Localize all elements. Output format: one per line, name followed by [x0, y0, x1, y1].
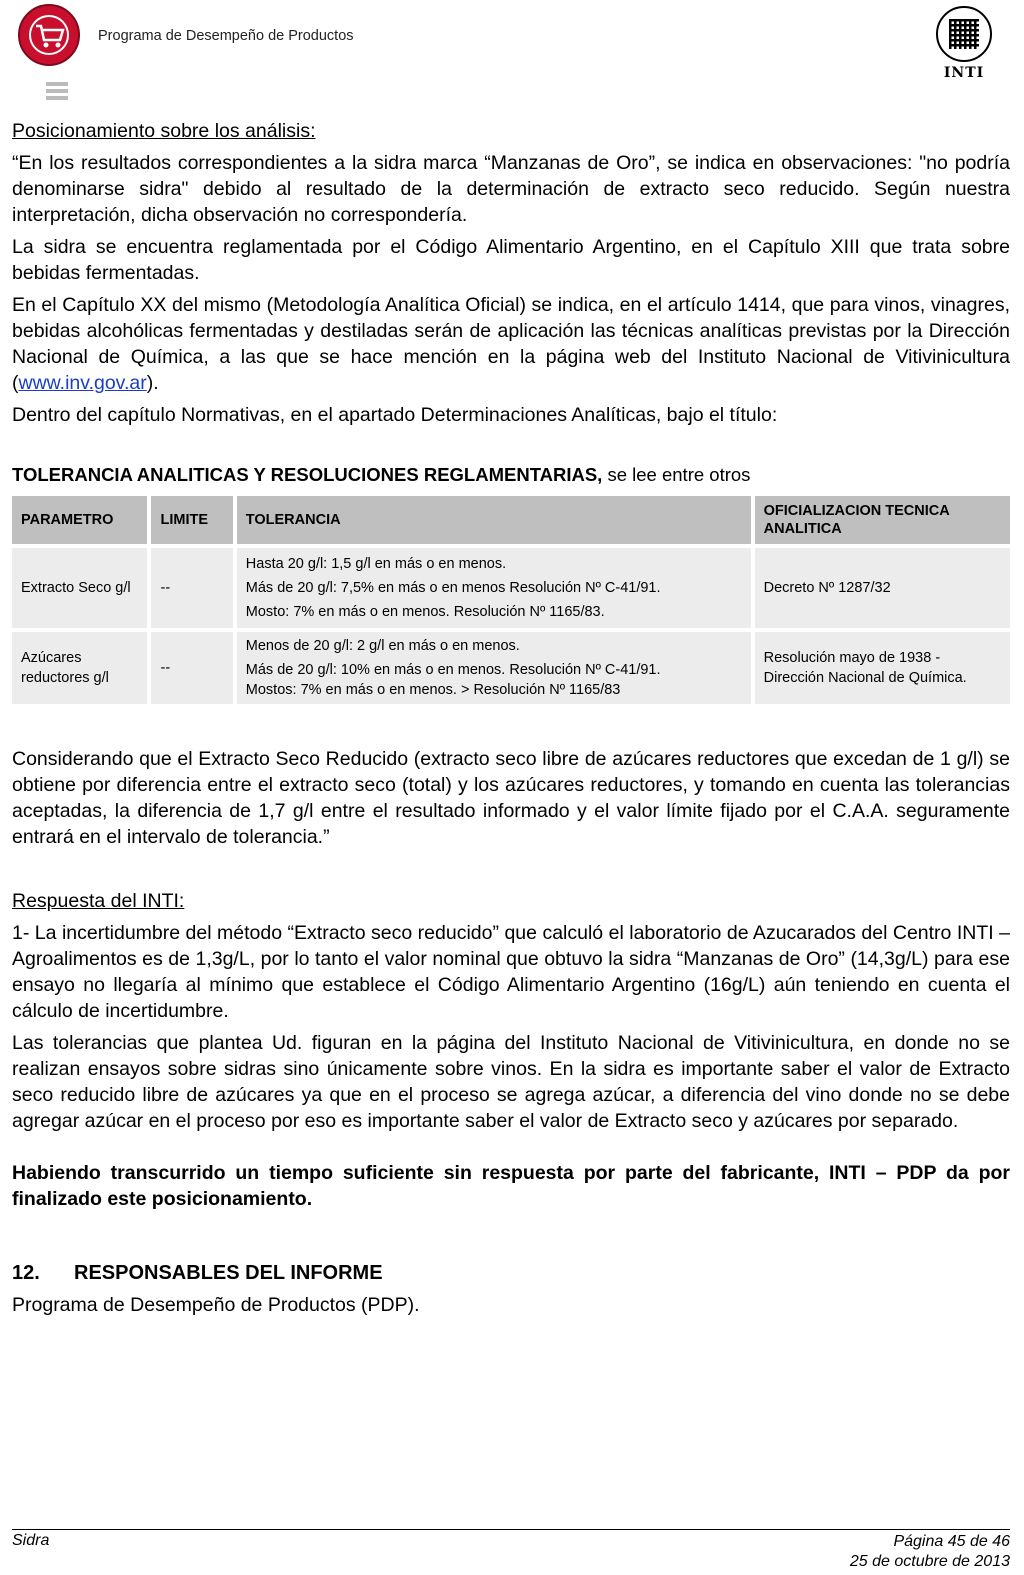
- footer-page-info: [850, 1532, 1010, 1572]
- inti-grid-icon: [936, 6, 992, 62]
- positioning-heading: Posicionamiento sobre los análisis:: [12, 120, 316, 142]
- section-12-heading: 12. RESPONSABLES DEL INFORME: [12, 1262, 383, 1284]
- section-12-text: Programa de Desempeño de Productos (PDP).: [12, 1294, 420, 1316]
- cell-parametro: Azúcares reductores g/l: [12, 632, 147, 704]
- footer-divider: [12, 1529, 1010, 1530]
- positioning-paragraph-1: “En los resultados correspondientes a la sidra marca “Manzanas de Oro”, se indica en observaciones: "no podría denominarse sidra" debido al resultado de la determinación de extracto seco reducido. Según nuestra interpretación, dicha observación no correspondería.: [12, 152, 1010, 226]
- positioning-paragraph-3: En el Capítulo XX del mismo (Metodología Analítica Oficial) se indica, en el artículo 1414, que para vinos, vinagres, bebidas alcohólicas fermentadas y destiladas serán de aplicación las técnicas analíticas previstas por la Dirección Nacional de Química, a las que se hace mención en la página web del Instituto Nacional de Vitivinicultura (www.inv.gov.ar).: [12, 294, 1010, 394]
- inti-logo: [936, 6, 996, 81]
- footer-page-number: Página 45 de 46: [893, 1533, 1010, 1550]
- document-page: [12, 0, 1010, 1575]
- response-paragraph-1: 1- La incertidumbre del método “Extracto seco reducido” que calculó el laboratorio de Azucarados del Centro INTI – Agroalimentos es de 1,3g/L, por lo tanto el valor nominal que obtuvo la sidra “Manzanas de Oro” (14,3g/L) para ese ensayo no llegaría al mínimo que establece el Código Alimentario Argentino (16g/L) aún teniendo en cuenta el cálculo de incertidumbre.: [12, 922, 1010, 1022]
- cell-tolerancia: Hasta 20 g/l: 1,5 g/l en más o en menos. Más de 20 g/l: 7,5% en más o en menos Resolución Nº C-41/91. Mosto: 7% en más o en menos. Resolución Nº 1165/83.: [237, 548, 751, 628]
- inti-decor-bars: [46, 82, 68, 103]
- header-program-title: Programa de Desempeño de Productos: [98, 28, 354, 44]
- header-limite: LIMITE: [151, 496, 232, 544]
- cell-oficializacion: Decreto Nº 1287/32: [755, 548, 1010, 628]
- response-conclusion: Habiendo transcurrido un tiempo suficiente sin respuesta por parte del fabricante, INTI – PDP da por finalizado este posicionamiento.: [12, 1162, 1010, 1210]
- response-paragraph-2: Las tolerancias que plantea Ud. figuran en la página del Instituto Nacional de Vitivinicultura, en donde no se realizan ensayos sobre sidras sino únicamente sobre vinos. En la sidra es importante saber el valor de Extracto seco reducido libre de azúcares ya que en el proceso se agrega azúcar, a diferencia del vino donde no se debe agregar azúcar en el proceso por eso es importante saber el valor de Extracto seco y azúcares por separado.: [12, 1032, 1010, 1132]
- table-caption: TOLERANCIA ANALITICAS Y RESOLUCIONES REGLAMENTARIAS, se lee entre otros: [12, 464, 751, 485]
- header-oficializacion: OFICIALIZACION TECNICA ANALITICA: [755, 496, 1010, 544]
- table-row: [12, 632, 1010, 704]
- table-row: [12, 548, 1010, 628]
- positioning-paragraph-2: La sidra se encuentra reglamentada por el Código Alimentario Argentino, en el Capítulo XIII que trata sobre bebidas fermentadas.: [12, 236, 1010, 284]
- footer-document-name: Sidra: [12, 1532, 50, 1549]
- pdp-seal-logo: [18, 4, 80, 66]
- cell-limite: --: [151, 548, 232, 628]
- shopping-cart-icon: [34, 22, 66, 50]
- document-body: [12, 118, 1010, 1324]
- header-tolerancia: TOLERANCIA: [237, 496, 751, 544]
- cell-tolerancia: Menos de 20 g/l: 2 g/l en más o en menos. Más de 20 g/l: 10% en más o en menos. Resolución Nº C-41/91. Mostos: 7% en más o en menos. > Resolución Nº 1165/83: [237, 632, 751, 704]
- cell-oficializacion: Resolución mayo de 1938 - Dirección Nacional de Química.: [755, 632, 1010, 704]
- cell-limite: --: [151, 632, 232, 704]
- table-header-row: [12, 496, 1010, 544]
- inv-website-link[interactable]: www.inv.gov.ar: [18, 372, 147, 394]
- response-heading: Respuesta del INTI:: [12, 890, 185, 912]
- inti-wordmark: INTI: [943, 65, 985, 81]
- positioning-paragraph-4: Dentro del capítulo Normativas, en el apartado Determinaciones Analíticas, bajo el título:: [12, 404, 778, 426]
- cell-parametro: Extracto Seco g/l: [12, 548, 147, 628]
- considering-paragraph: Considerando que el Extracto Seco Reducido (extracto seco libre de azúcares reductores que excedan de 1 g/l) se obtiene por diferencia entre el extracto seco (total) y los azúcares reductores, y tomando en cuenta las tolerancias aceptadas, la diferencia de 1,7 g/l entre el resultado informado y el valor límite fijado por el C.A.A. seguramente entrará en el intervalo de tolerancia.”: [12, 748, 1010, 848]
- tolerance-table: [8, 492, 1014, 708]
- footer-date: 25 de octubre de 2013: [849, 1553, 1010, 1570]
- header-parametro: PARAMETRO: [12, 496, 147, 544]
